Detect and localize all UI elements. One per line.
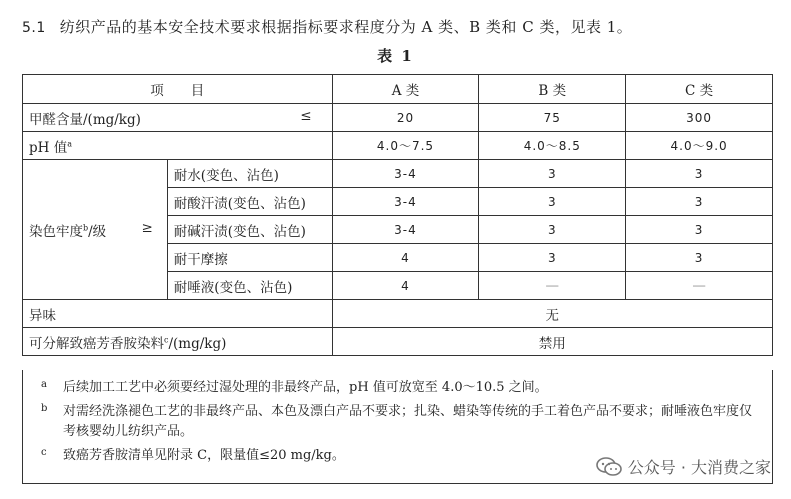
- fastness-a: 3-4: [332, 160, 479, 188]
- ph-footnote-ref: a: [67, 139, 72, 148]
- amine-unit: /(mg/kg): [168, 335, 227, 352]
- watermark: [596, 455, 771, 478]
- formaldehyde-symbol: ≤: [300, 107, 312, 124]
- ph-a: 4.0～7.5: [332, 132, 479, 160]
- fastness-sub-label: 耐水(变色、沾色): [167, 160, 332, 188]
- fastness-a: 3-4: [332, 216, 479, 244]
- amine-label: 可分解致癌芳香胺染料: [29, 335, 164, 352]
- intro-text: 纺织产品的基本安全技术要求根据指标要求程度分为 A 类、B 类和 C 类，见表 1。: [59, 18, 633, 36]
- fastness-sub-label: 耐干摩擦: [167, 244, 332, 272]
- fastness-b: 3: [479, 188, 626, 216]
- formaldehyde-row: [23, 104, 773, 132]
- footnote-text: 后续加工工艺中必须要经过湿处理的非最终产品，pH 值可放宽至 4.0～10.5 之间。: [63, 380, 548, 395]
- formaldehyde-label: 甲醛含量/(mg/kg): [29, 111, 141, 128]
- fastness-c: 3: [626, 188, 773, 216]
- fastness-c: 3: [626, 244, 773, 272]
- ph-c: 4.0～9.0: [626, 132, 773, 160]
- ph-label-cell: [23, 132, 333, 160]
- header-class-a: A 类: [332, 75, 479, 104]
- formaldehyde-c: 300: [626, 104, 773, 132]
- fastness-sub-label: 耐碱汗渍(变色、沾色): [167, 216, 332, 244]
- header-class-b: B 类: [479, 75, 626, 104]
- formaldehyde-label-cell: [23, 104, 333, 132]
- amine-value: 禁用: [332, 328, 772, 356]
- watermark-text: 公众号 · 大消费之家: [627, 458, 771, 477]
- header-class-c: C 类: [626, 75, 773, 104]
- amine-row: [23, 328, 773, 356]
- intro-paragraph: [22, 16, 632, 37]
- formaldehyde-a: 20: [332, 104, 479, 132]
- fastness-a: 4: [332, 272, 479, 300]
- fastness-unit: /级: [88, 223, 107, 240]
- fastness-sub-label: 耐唾液(变色、沾色): [167, 272, 332, 300]
- fastness-label: 染色牢度: [29, 223, 83, 240]
- footnote: [41, 402, 760, 442]
- ph-label: pH 值: [29, 139, 68, 156]
- wechat-icon: [596, 457, 622, 477]
- fastness-b: 3: [479, 216, 626, 244]
- fastness-symbol: ≥: [141, 219, 153, 236]
- section-number: 5.1: [22, 20, 46, 36]
- footnote-mark: c: [41, 447, 47, 458]
- fastness-b: 3: [479, 244, 626, 272]
- requirements-table: [22, 74, 773, 356]
- fastness-c: 3: [626, 160, 773, 188]
- footnote-text: 对需经洗涤褪色工艺的非最终产品、本色及漂白产品不要求；扎染、蜡染等传统的手工着色产品不要求；耐唾液色牢度仅考核婴幼儿纺织产品。: [63, 404, 753, 439]
- ph-b: 4.0～8.5: [479, 132, 626, 160]
- fastness-row: [23, 160, 773, 188]
- odor-row: [23, 300, 773, 328]
- fastness-a: 3-4: [332, 188, 479, 216]
- fastness-c: 3: [626, 216, 773, 244]
- ph-row: [23, 132, 773, 160]
- header-row: [23, 75, 773, 104]
- odor-value: 无: [332, 300, 772, 328]
- fastness-c: —: [626, 272, 773, 300]
- amine-footnote-ref: c: [164, 335, 169, 344]
- amine-label-cell: [23, 328, 333, 356]
- formaldehyde-b: 75: [479, 104, 626, 132]
- footnote-mark: b: [41, 403, 48, 414]
- header-item: 项 目: [23, 75, 333, 104]
- table-title: 表 1: [377, 47, 414, 65]
- footnote: [41, 378, 760, 398]
- footnote-text: 致癌芳香胺清单见附录 C，限量值≤20 mg/kg。: [63, 448, 345, 463]
- fastness-a: 4: [332, 244, 479, 272]
- fastness-footnote-ref: b: [83, 223, 89, 232]
- fastness-b: —: [479, 272, 626, 300]
- footnote-mark: a: [41, 379, 47, 390]
- fastness-label-cell: [23, 160, 168, 300]
- fastness-b: 3: [479, 160, 626, 188]
- fastness-sub-label: 耐酸汗渍(变色、沾色): [167, 188, 332, 216]
- odor-label: 异味: [23, 300, 333, 328]
